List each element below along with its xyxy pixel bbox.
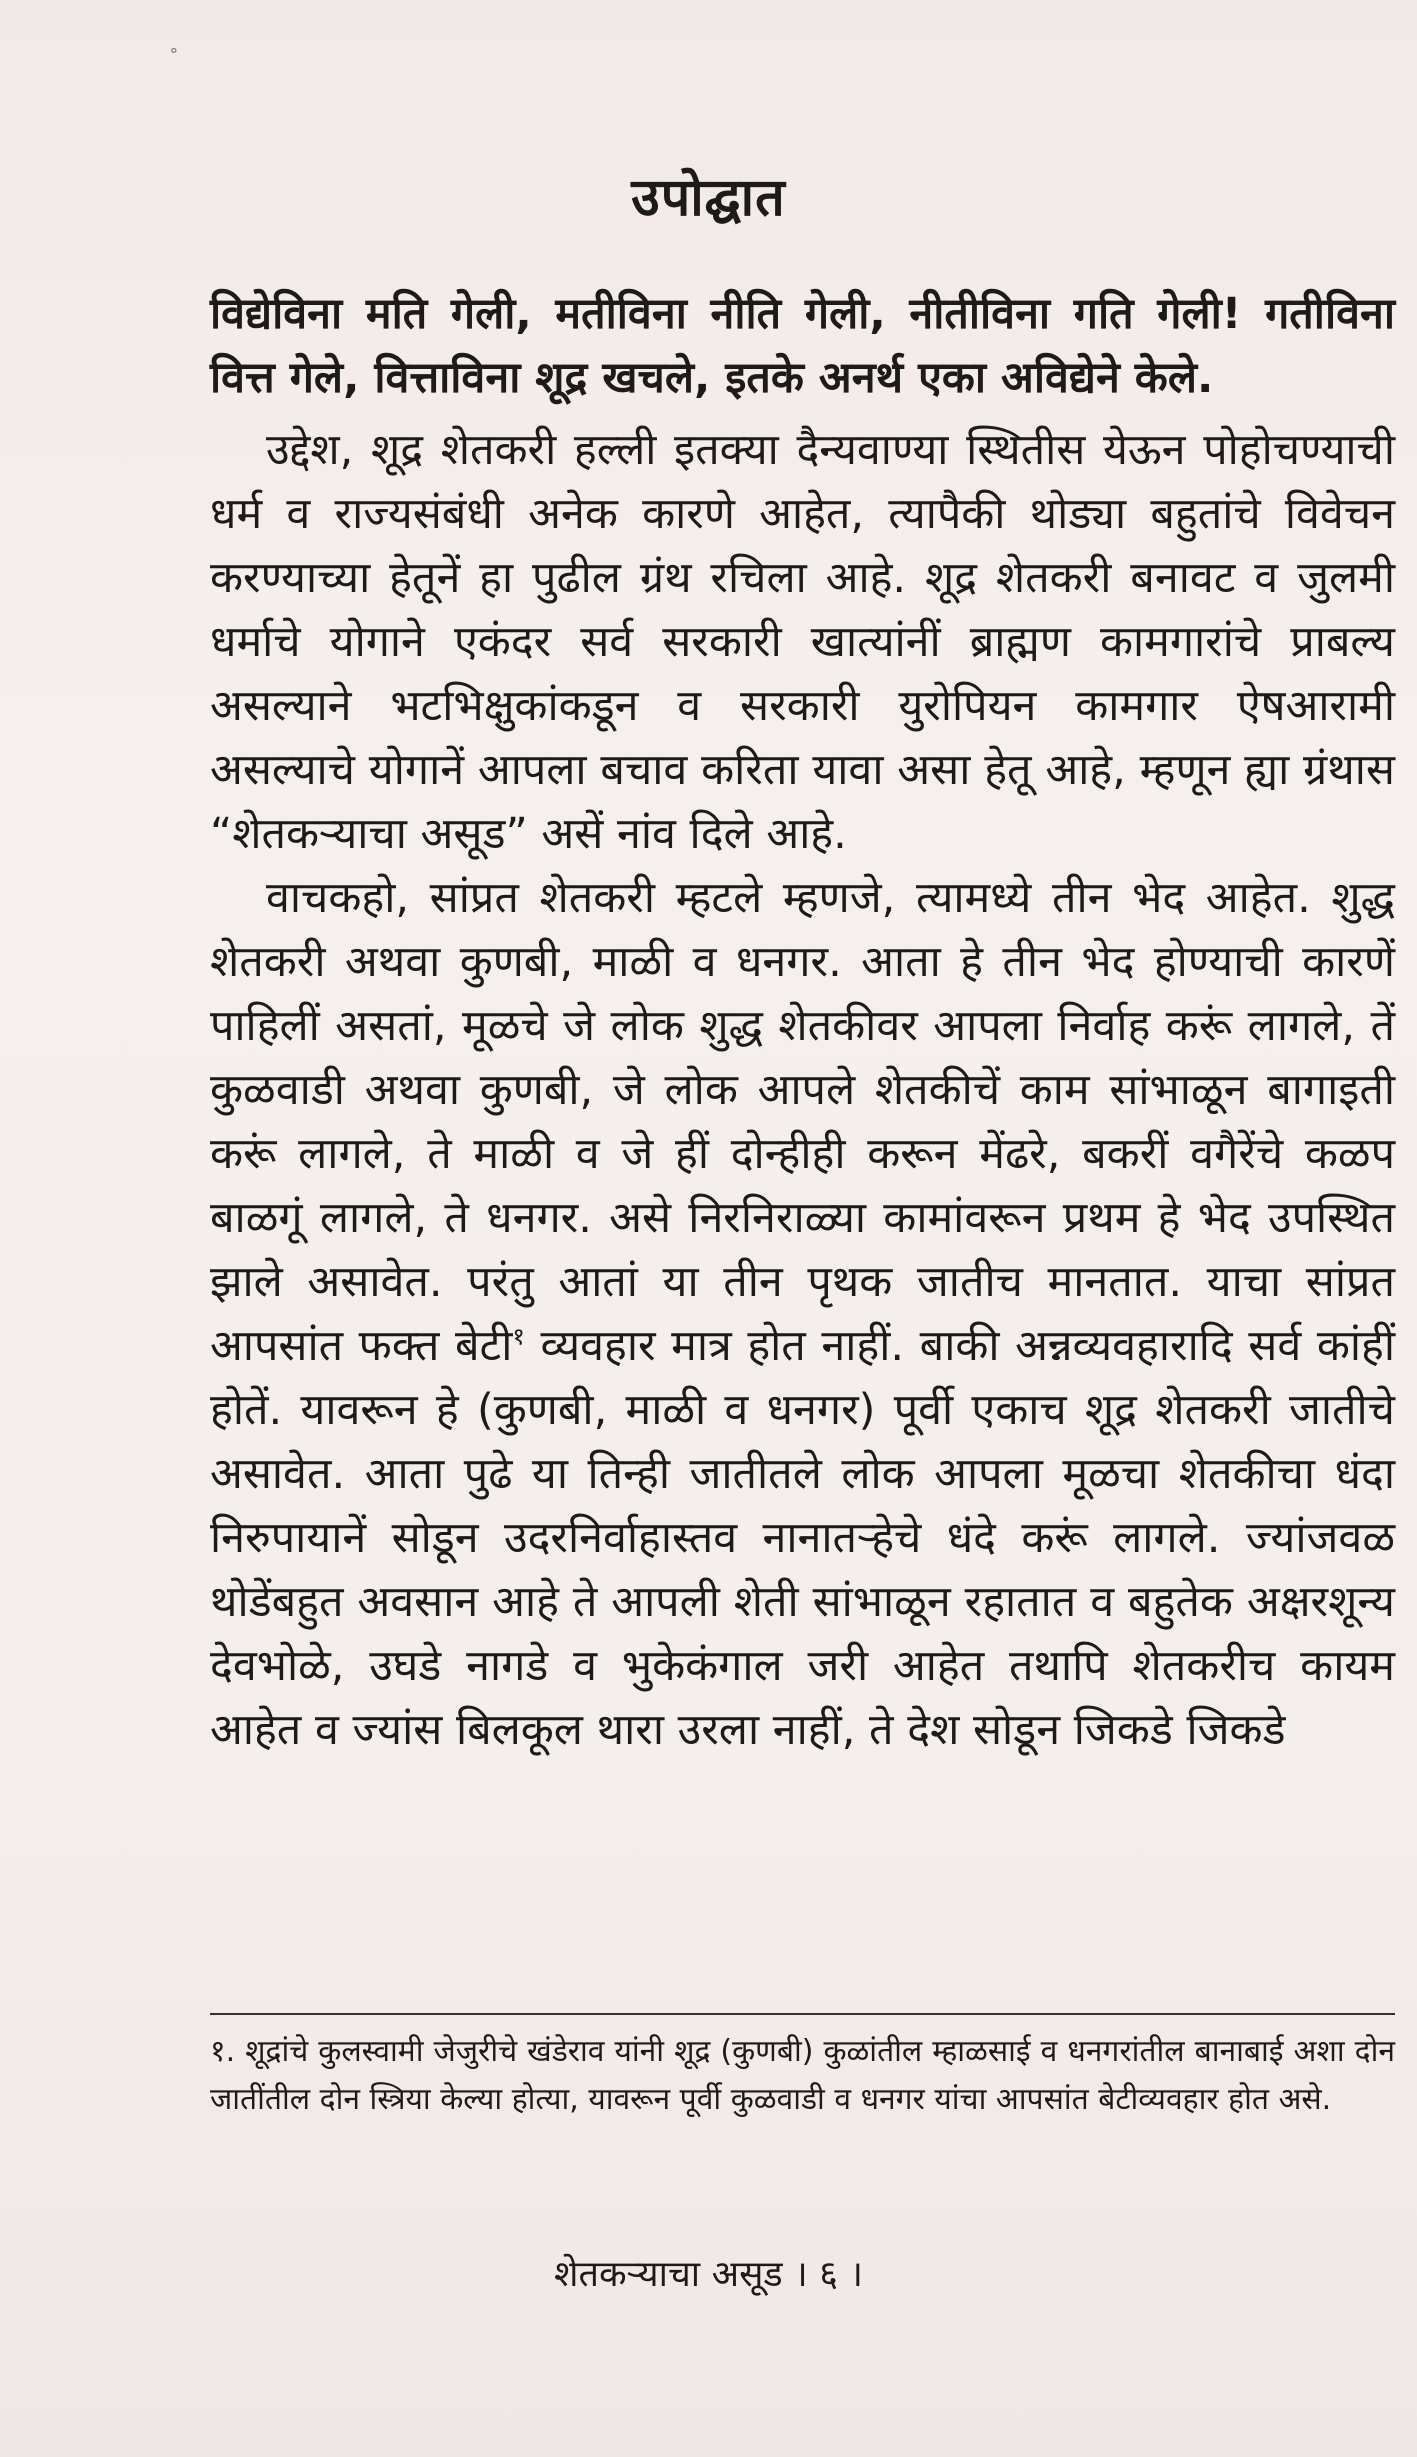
footnote-reference[interactable]: १ bbox=[512, 1322, 525, 1351]
paragraph-castes-part2: व्यवहार मात्र होत नाहीं. बाकी अन्नव्यवहारादि सर्व कांहीं होतें. यावरून हे (कुणबी, माळी व धनगर) पूर्वी एकाच शूद्र शेतकरी जातीचे असावेत. आता पुढे या तिन्ही जातीतले लोक आपला मूळचा शेतकीचा धंदा निरुपायानें सोडून उदरनिर्वाहास्तव नानातऱ्हेचे धंदे करूं लागले. ज्यांजवळ थोडेंबहुत अवसान आहे ते आपली शेती सांभाळून रहातात व बहुतेक अक्षरशून्य देवभोळे, उघडे नागडे व भुकेकंगाल जरी आहेत तथापि शेतकरीच कायम आहेत व ज्यांस बिलकूल थारा उरला नाहीं, ते देश सोडून जिकडे जिकडे bbox=[210, 1321, 1395, 1755]
paragraph-purpose: उद्देश, शूद्र शेतकरी हल्ली इतक्या दैन्यवाण्या स्थितीस येऊन पोहोचण्याची धर्म व राज्यसंबंधी अनेक कारणे आहेत, त्यापैकी थोड्या बहुतांचे विवेचन करण्याच्या हेतूनें हा पुढील ग्रंथ रचिला आहे. शूद्र शेतकरी बनावट व जुलमी धर्माचे योगाने एकंदर सर्व सरकारी खात्यांनीं ब्राह्मण कामगारांचे प्राबल्य असल्याने भटभिक्षुकांकडून व सरकारी युरोपियन कामगार ऐषआरामी असल्याचे योगानें आपला बचाव करिता यावा असा हेतू आहे, म्हणून ह्या ग्रंथास “शेतकऱ्याचा असूड” असें नांव दिले आहे. bbox=[210, 425, 1395, 859]
body-text bbox=[210, 282, 1395, 1762]
footnote-text: १. शूद्रांचे कुलस्वामी जेजुरीचे खंडेराव यांनी शूद्र (कुणबी) कुळांतील म्हाळसाई व धनगरांतील बानाबाई अशा दोन जातींतील दोन स्त्रिया केल्या होत्या, यावरून पूर्वी कुळवाडी व धनगर यांचा आपसांत बेटीव्यवहार होत असे. bbox=[210, 2034, 1395, 2117]
chapter-heading: उपोद्घात bbox=[631, 168, 786, 228]
footnote-divider bbox=[210, 2013, 1395, 2015]
running-footer-page-number: शेतकऱ्याचा असूड । ६ । bbox=[553, 2254, 864, 2295]
opening-verse: विद्येविना मति गेली, मतीविना नीति गेली, नीतीविना गति गेली! गतीविना वित्त गेले, वित्ताविना शूद्र खचले, इतके अनर्थ एका अविद्येने केले. bbox=[210, 289, 1395, 403]
page-corner-mark: ॰ bbox=[170, 42, 178, 63]
paragraph-castes-part1: वाचकहो, सांप्रत शेतकरी म्हटले म्हणजे, त्यामध्ये तीन भेद आहेत. शुद्ध शेतकरी अथवा कुणबी, माळी व धनगर. आता हे तीन भेद होण्याची कारणें पाहिलीं असतां, मूळचे जे लोक शुद्ध शेतकीवर आपला निर्वाह करूं लागले, तें कुळवाडी अथवा कुणबी, जे लोक आपले शेतकीचें काम सांभाळून बागाइती करूं लागले, ते माळी व जे हीं दोन्हीही करून मेंढरे, बकरीं वगैरेंचे कळप बाळगूं लागले, ते धनगर. असे निरनिराळ्या कामांवरून प्रथम हे भेद उपस्थित झाले असावेत. परंतु आतां या तीन पृथक जातीच मानतात. याचा सांप्रत आपसांत फक्त बेटी bbox=[210, 873, 1395, 1371]
paragraph-castes bbox=[210, 866, 1395, 1762]
